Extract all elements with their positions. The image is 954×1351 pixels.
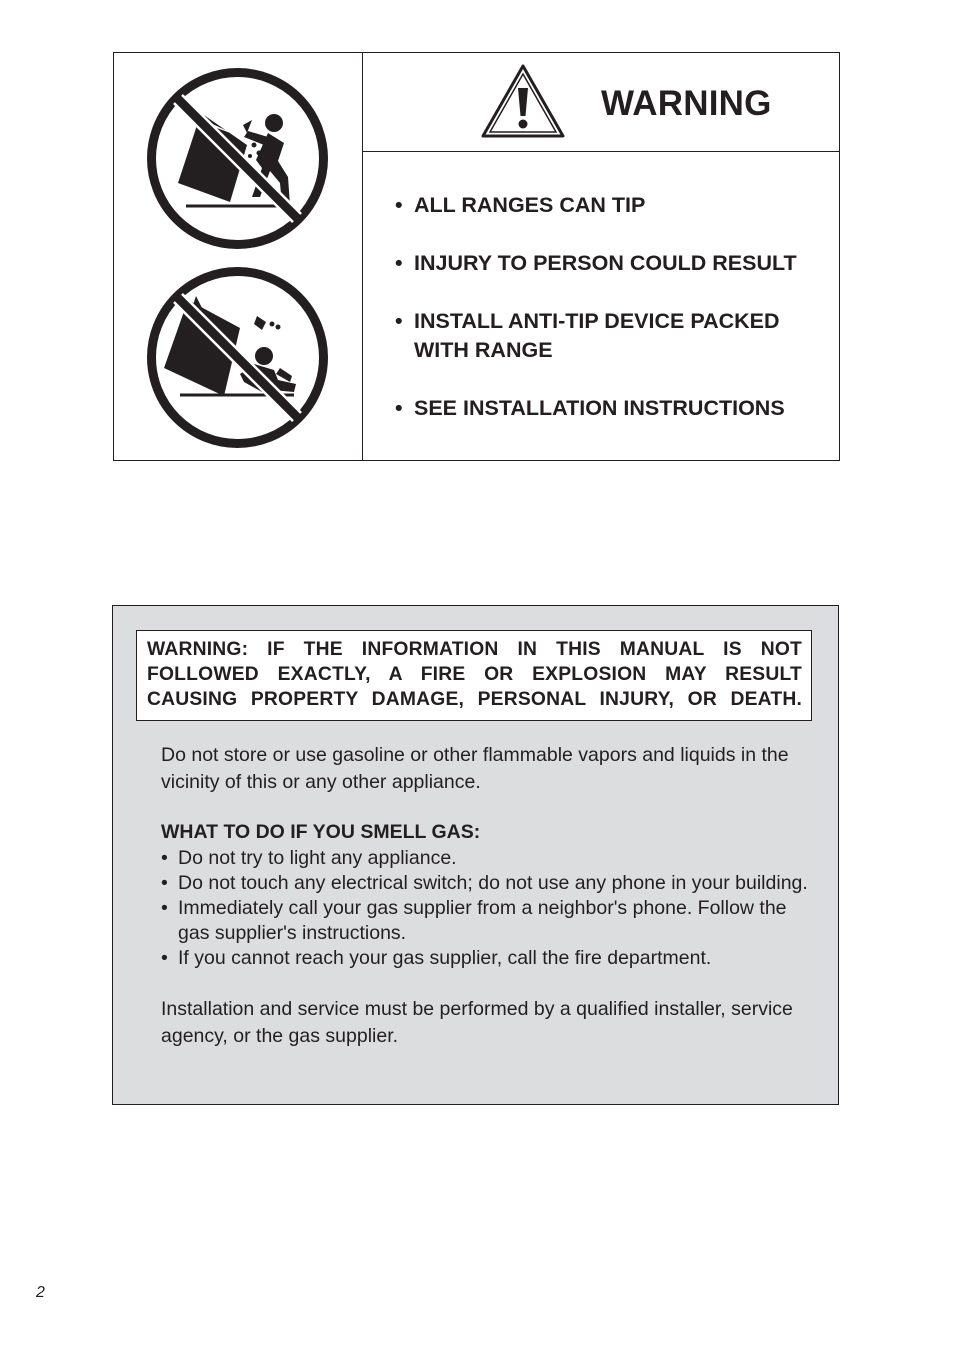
gas-heading: WHAT TO DO IF YOU SMELL GAS: xyxy=(161,821,481,843)
tip-warning-box xyxy=(113,52,840,461)
gas-intro: Do not store or use gasoline or other flammable vapors and liquids in the vicinity of this or any other appliance. xyxy=(161,744,789,793)
list-item: • If you cannot reach your gas supplier, call the fire department. xyxy=(161,946,811,971)
gas-warning-label: WARNING: xyxy=(147,639,249,660)
gas-warning-statement-text: IF THE INFORMATION IN THIS MANUAL IS NOT FOLLOWED EXACTLY, A FIRE OR EXPLOSION MAY RESULT CAUSING PROPERTY DAMAGE, PERSONAL INJURY, OR DEATH. xyxy=(147,639,802,710)
triangle-exclamation-icon xyxy=(479,62,567,140)
list-item: • Immediately call your gas supplier from a neighbor's phone. Follow the gas supplier's instructions. xyxy=(161,896,811,946)
page-number: 2 xyxy=(36,1284,45,1301)
range-tipped-prohibited-icon xyxy=(144,264,331,451)
list-item: • INJURY TO PERSON COULD RESULT xyxy=(395,249,835,278)
gas-warning-body xyxy=(161,742,811,1050)
gas-warning-panel xyxy=(112,605,839,1105)
tip-warning-list xyxy=(395,191,835,452)
gas-warning-statement xyxy=(147,637,802,712)
list-item: • ALL RANGES CAN TIP xyxy=(395,191,835,220)
range-tipping-prohibited-icon xyxy=(144,65,331,252)
list-item: • INSTALL ANTI-TIP DEVICE PACKED WITH RANGE xyxy=(395,307,835,365)
list-item: • Do not try to light any appliance. xyxy=(161,846,811,871)
gas-warning-statement-box xyxy=(136,630,812,721)
gas-instructions-list xyxy=(161,846,811,971)
gas-closing: Installation and service must be performed by a qualified installer, service agency, or the gas supplier. xyxy=(161,998,793,1047)
warning-title: WARNING xyxy=(601,84,772,123)
list-item: • Do not touch any electrical switch; do not use any phone in your building. xyxy=(161,871,811,896)
list-item: • SEE INSTALLATION INSTRUCTIONS xyxy=(395,394,835,423)
tip-warning-header xyxy=(363,53,839,152)
tip-icons-column xyxy=(114,53,363,460)
